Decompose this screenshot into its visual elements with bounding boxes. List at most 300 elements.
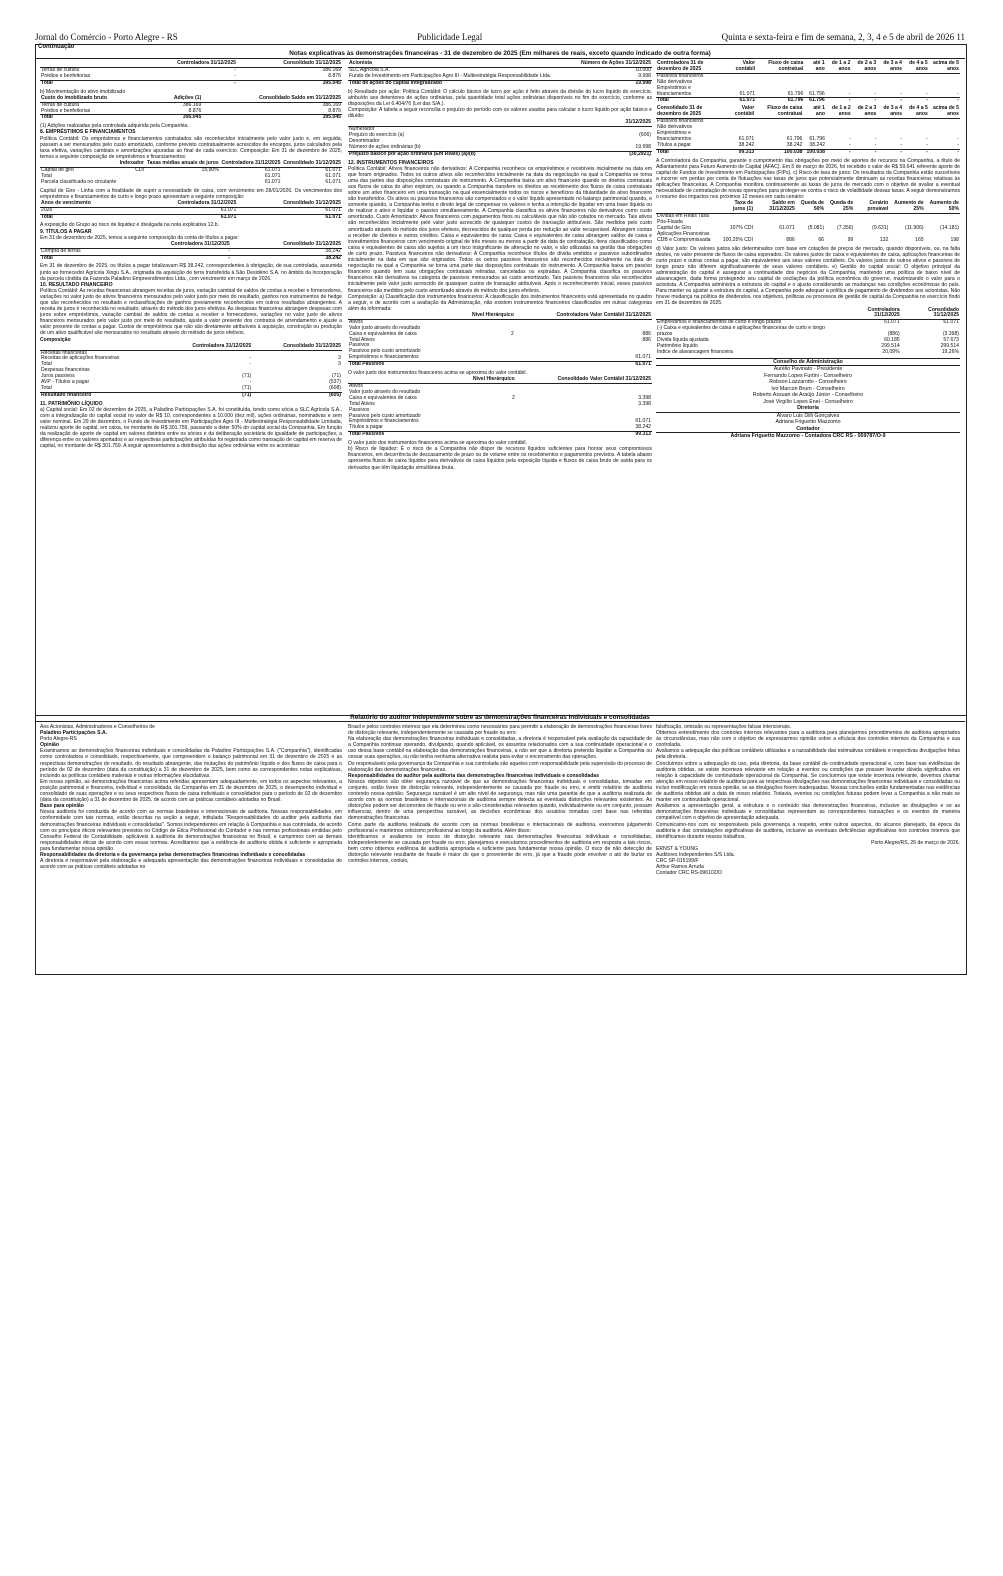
note-table [40,201,342,221]
audit-subheading: Base para opinião [40,803,84,810]
board-title: Conselho de Administração [656,359,960,367]
table-cell: 3 [338,355,341,362]
table-cell: 61.796 [787,90,804,97]
audit-paragraph: Contador CRC RS-096102/O [656,870,722,877]
table-header-cell: Controladora Valor Contábil 31/12/2025 [515,313,652,319]
table-cell: 38.242 [231,255,342,261]
table-row [40,214,342,220]
note-paragraph: Composição: A tabela a seguir reconcilia o prejuízo do período com os valores usados para calcular o lucro líquido por ação básico e diluído: [348,106,652,119]
table-cell: 886 [642,330,651,337]
table-cell: (71) [242,385,252,391]
table-header-cell: Controladora 31/12/2025 [840,308,900,320]
table-cell: 8.876 [328,72,341,79]
note-table [348,377,652,438]
table-cell: 3 [338,361,341,368]
table-cell: 38.242 [809,141,825,148]
table-cell: 38.242 [786,141,803,148]
table-header-cell: acima de 5 anos [929,106,960,118]
table-cell: - [929,98,960,104]
table-cell: - [957,90,959,97]
table-cell: Caixa e equivalentes de caixa [349,330,417,337]
table-cell: 386.169 [182,101,202,108]
table-cell: Total Ativos [349,400,375,407]
table-cell: 61.071 [264,172,281,179]
table-header-cell: Consolidado Saldo em 31/12/2025 [202,96,342,102]
table-cell: - [900,141,903,148]
table-cell: 395.045 [202,115,342,121]
table-header-cell: Queda de 50% [796,201,825,213]
table-cell: Prédios e benfeitorias [41,72,91,79]
table-cell: (537) [329,379,341,386]
issue-date: Quinta e sexta-feira e fim de semana, 2, 3, 4 e 5 de abril de 2026 11 [721,32,965,42]
note-paragraph: A Controladora da Companhia, garante o cumprimento das obrigações por meio de aportes de recursos na Companhia, a título de Adiantamento para Futuro Aumento de Capital (AFAC). Em 5 de março de 2026, foi recebido o valor de R$ 59.641 referente aporte de capital de Fundos de Investimento em Participações (FIPs). c) Risco de taxa de juros: Os resultados da Companhia estão suscetíveis a incorrer em perdas por conta de flutuações nas taxas de juros que potencialmente diminuam as receitas financeiras relativas às aplicações financeiras. A Companhia monitora continuamente as taxas de juros de mercado com o objetivo de avaliar a eventual necessidade de contratação de novas operações para proteger-se contra o risco de volatilidade dessas taxas. A seguir demonstramos o resumo dos impactos nos próximos 12 meses em cada cenário: [656,157,960,201]
audit-paragraph: Identificamos e avaliamos os riscos de distorção relevante nas demonstrações financeiras individuais e consolidadas, independentemente se causada por fraude ou erro, planejamos e executamos procedimentos de auditoria em resposta a tais riscos, bem como obtemos evidência de auditoria apropriada e suficiente para fundamentar nossa opinião. O risco de não detecção de distorção relevante resultante de fraude é maior do que o proveniente de erro, já que a fraude pode envolver o ato de burlar os controles internos, conluio, [348,833,652,865]
note-paragraph: d) Valor justo: Os valores justos são determinados com base em cotações de preços de mercado, quando disponíveis, ou, na falta destes, no valor presente de fluxos de caixa esperados. Os valores justos de caixa e equivalentes de caixa, aplicações financeiras de curto prazo e outras contas a pagar, são equivalentes aos seus valores contábeis. Os valores justos de outros ativos e passivos de longo prazo não diferem significativamente de seus valores contábeis. e) Gestão do capital social: O objetivo principal da administração do capital é assegurar a continuidade dos negócios da Companhia, mantendo uma política de baixo nível de alavancagem, dada forma protegendo seu capital de oscilações da política econômica do governo, maximizando o valor para o acionista. A Companhia administra a estrutura do capital e o ajusta considerando as mudanças nas condições econômicas do país. Para manter ou ajustar a estrutura do capital, a Companhia pode adequar a política de pagamento de dividendos aos acionistas. Não houve mudança na política de dividendos, nos objetivos, políticas ou processos de gestão de capital da Companhia no exercício findo em 31 de dezembro de 2025. [656,245,960,307]
note-paragraph: b) Resultado por ação: Política Contábil: O cálculo básico de lucro por ação é feito através da divisão do lucro líquido do exercício, atribuído aos detentores de ações ordinárias, pela quantidade total ações ordinárias disponíveis no fim do exercício, conforme as disposições da Lei 6.404/76 (Lei das S/A.). [348,88,652,107]
table-cell: Total Passivos [348,432,453,438]
table-row [348,151,652,157]
table-cell: Parcela classificada no circulante [41,178,117,185]
audit-paragraph: Em nossa opinião, as demonstrações financeiras acima referidas apresentam adequadamente, em todos os aspectos relevantes, a posição patrimonial e financeira, individual e consolidada, da Companhia em 31 de dezembro de 2025, o desempenho individual e consolidado de suas operações e os seus respectivos fluxos de caixa individuais e consolidados para o período de 02 de dezembro (data da constituição) a 31 de dezembro de 2025, de acordo com as práticas contábeis adotadas no Brasil. [40,778,342,804]
table-header-cell: Consolidado 31/12/2025 [237,201,342,207]
table-cell: - [130,80,237,86]
table-cell: Juros passivos [41,373,75,380]
table-header-cell: Custo do imobilizado bruto [40,96,153,102]
table-cell: - [874,90,877,97]
note-table [656,61,960,104]
note-table [40,61,342,87]
note-paragraph: Capital de Giro - Linha com a finalidade de suprir a necessidade de caixa, com vencimento em 28/01/2026. Os vencimentos dos empréstimos e financiamentos de curto e longo prazo apresentam a seguinte composição: [40,187,342,200]
table-cell: 61.071 [726,98,756,104]
table-cell [453,362,515,368]
table-cell: - [234,66,236,73]
table-cell: 61.071 [738,135,755,142]
table-cell: 299.514 [881,342,900,349]
note-paragraph: O valor justo dos instrumentos financeiros acima se aproxima do valor contábil. [348,440,527,447]
audit-subheading: Responsabilidades do auditor pela auditoria das demonstrações financeiras individuais e consolidadas [348,772,600,779]
table-cell: Total [40,80,130,86]
table-row [348,80,652,86]
note-table [40,242,342,262]
table-cell: Ativos [349,383,363,390]
table-cell: (11.906) [905,224,924,231]
table-cell: Capital de giro [41,166,74,173]
table-cell: Receitas financeiras [41,349,87,356]
table-cell: (7.356) [837,224,854,231]
table-header-cell: Número de Ações 31/12/2025 [573,61,652,67]
table-cell: 61.071 [739,90,756,97]
table-cell: SLC Agrícola S.A. [349,66,390,73]
table-header-cell: de 2 a 3 anos [851,61,877,73]
table-cell: (3.398) [942,331,959,338]
audit-paragraph: Nossos objetivos são obter segurança razoável de que as demonstrações financeiras individuais e consolidadas, tomadas em conjunto, estão livres de distorção relevante, independentemente se causada por fraude ou erro, e emitir relatório de auditoria contendo nossa opinião. Segurança razoável é um alto nível de segurança, mas não uma garantia de que a auditoria realizada de acordo com as normas brasileiras e internacionais de auditoria sempre detecta as eventuais distorções relevantes existentes. As distorções podem ser decorrentes de fraude ou erro e são consideradas relevantes quando, individualmente ou em conjunto, possam influenciar, dentro de uma perspectiva razoável, as decisões econômicas dos usuários tomadas com base nas referidas demonstrações financeiras. [348,778,652,822]
table-cell: 57.673 [943,337,959,344]
table-cell: 2 [511,330,514,337]
accountant-name: Adriana Friguetto Mazzomo - Contadora CRC RS - 059787/O-9 [730,433,886,440]
table-cell [118,180,145,186]
note-table [40,344,342,399]
table-cell: Total [41,385,52,391]
table-cell: - [874,135,877,142]
note-table [348,120,652,157]
note-heading: 12. INSTRUMENTOS FINANCEIROS [348,159,434,166]
table-header-cell: Controladora 31/12/2025 [130,61,237,67]
audit-subheading: Paladino Participações S.A. [40,730,108,737]
table-cell: 3.398 [638,400,651,407]
table-cell: 99.313 [726,149,756,155]
table-cell: 132 [879,236,889,243]
note-table [656,106,960,155]
table-cell: Despesas financeiras [41,367,90,374]
table-cell: 99.313 [516,432,652,438]
audit-paragraph: Comunicamo-nos com os responsáveis pela governança a respeito, entre outros aspectos, do alcance planejado, da época da auditoria e das constatações significativas de auditoria, inclusive as eventuais deficiências significativas nos controles internos que identificamos durante nossos trabalhos. [656,821,960,840]
table-cell: (30,2921) [598,151,652,157]
table-cell: - [903,98,929,104]
board-member: Ivo Marcon Brum - Conselheiro [771,385,845,392]
auditor-report-title: Relatório do auditor independente sobre as demonstrações financeiras individuais e consolidadas [35,714,965,722]
table-cell: (886) [887,331,900,338]
director-name: Álvaro Luis Dilli Gonçalves [776,412,840,419]
table-header-cell: de 3 a 4 anos [877,61,903,73]
table-row [348,362,652,368]
table-cell: Empréstimos e financiamentos de curto e longo prazos [657,319,782,326]
note-table [656,308,960,356]
auditor-column-2 [348,724,652,864]
table-cell: 3.398 [638,394,651,401]
table-header-cell: Acionista [348,61,573,67]
table-header-cell: Controladora 31 de dezembro de 2025 [656,61,726,73]
audit-paragraph: Na elaboração das demonstrações financeiras individuais e consolidadas, a diretoria é responsável pela avaliação da capacidade de a Companhia continuar operando, divulgando, quando aplicável, os assuntos relacionados com a sua continuidade operacional e o uso dessa base contábil na elaboração das demonstrações financeiras, a não ser que a diretoria pretenda liquidar a Companhia ou cessar suas operações, ou não tenha nenhuma alternativa realista para evitar o encerramento das operações. [348,736,652,761]
table-header-cell: Consolidado 31/12/2025 [237,61,342,67]
table-cell: 61.071 [884,319,900,326]
note-table [40,96,342,122]
table-cell: 61.071 [943,319,959,326]
table-cell: Passivos pelo custo amortizado [349,348,421,355]
table-cell: (5.081) [807,224,825,231]
table-header-cell: Nível Hierárquico [453,313,515,319]
table-header-cell: Fluxo de caixa contratual [755,106,803,118]
table-header-cell: Nível Hierárquico [453,377,516,383]
audit-paragraph: Brasil e pelos controles internos que ela determinou como necessários para permitir a elaboração de demonstrações financeiras livres de distorção relevante, independentemente se causada por fraude ou erro. [348,724,652,737]
note-table [40,161,342,186]
table-cell: 2 [511,394,515,401]
table-header-cell: acima de 5 anos [929,61,960,73]
table-header-cell: Controladora 31/12/2025 [161,344,252,350]
table-cell: - [877,98,903,104]
table-cell: Passivos pelo custo amortizado [349,412,421,419]
table-header-cell [656,201,720,213]
table-cell: Terras de cultura [41,101,79,108]
table-cell: Passivos [349,406,370,413]
table-cell: - [903,149,929,155]
notes-title: Notas explicativas às demonstrações financeiras - 31 de dezembro de 2025 (Em milhares de reais, exceto quando indicado de outra forma) [35,50,965,59]
table-cell: Valor justo através do resultado [349,388,421,395]
table-cell: - [926,90,928,97]
table-cell: - [234,72,236,79]
note-paragraph: Política Contábil: Os empréstimos e financiamentos contratados são reconhecidos inicialmente pelo valor justo e, em seguida, passam a ser mensurados pelo custo amortizado, conforme previsto contratualmente acrescidos de encargos, juros calculados pela taxa efetiva, variações cambiais e amortizações apuradas ao final de cada exercício. Composição: Em 31 de dezembro de 2025, temos a seguinte composição de empréstimos e financiamentos: [40,135,342,160]
table-cell: 61.071 [779,224,795,231]
audit-paragraph: Aos Acionistas, Administradores e Conselheiros de [40,724,155,730]
table-header-cell: Taxa de juros (1) [720,201,754,213]
table-cell: - [874,141,877,148]
note-paragraph: Composição: a) Classificação dos instrumentos financeiros: A classificação dos instrumentos financeiros está apresentada no quadro a seguir, e de acordo com a avaliação da Administração, não existem instrumentos financeiros classificados em outras categorias além da informada: [348,293,652,312]
table-header-cell: de 4 a 5 anos [903,61,929,73]
table-cell: Títulos a pagar [657,141,691,148]
table-row [40,207,342,214]
audit-paragraph: Auditores Independentes S/S Ltda. [656,851,736,858]
table-cell: - [852,149,878,155]
table-cell: Total Passivos [348,362,453,368]
table-cell: Valor justo através do resultado [349,324,421,331]
section-name: Publicidade Legal [417,32,483,42]
table-cell: - [926,135,928,142]
table-cell: - [228,247,230,254]
note-heading: 9. TÍTULOS A PAGAR [40,228,92,235]
table-cell: Terras de cultura [41,66,79,73]
table-row [656,98,960,104]
note-paragraph: O valor justo dos instrumentos financeiros acima se aproxima do valor contábil. [348,370,527,377]
audit-subheading: Opinião [40,742,59,749]
table-cell: 299.514 [940,342,959,349]
auditor-column-3 [656,724,960,876]
directors-title: Diretoria [656,405,960,413]
table-header-cell: Indexador [119,159,144,166]
table-cell: - [848,90,851,97]
table-cell: Passivos [349,342,370,349]
table-header-cell: Controladora 31/12/2025 [117,242,230,248]
table-header-cell: Cenário provável [854,201,889,213]
table-cell: Denominador [349,137,380,144]
table-cell: 10.000 [635,66,651,73]
table-cell: 61.796 [786,135,803,142]
table-header-cell: Controladora 31/12/2025 [221,159,281,166]
table-cell: 20,09% [882,348,900,355]
table-cell: Dívidas em Reais Taxa Pós-Fixada [657,213,709,225]
table-cell: Não derivativos [657,78,693,85]
notes-column-1 [40,60,342,450]
table-cell: CDI [135,166,144,173]
audit-paragraph: Avaliamos a adequação das políticas contábeis utilizadas e a razoabilidade das estimativas contábeis e respectivas divulgações feitas pela diretoria. [656,748,960,761]
table-cell: 61.796 [756,98,804,104]
table-cell: Compra de terras [41,247,81,254]
board-member: Roberto Assuan de Araújo Júnior - Conselheiro [752,392,864,399]
audit-paragraph: Porto Alegre/RS, 26 de março de 2026. [871,839,960,846]
table-cell [453,432,516,438]
table-cell: 100,25% CDI [722,236,754,243]
table-cell: Passivos financeiros [657,72,704,79]
table-header-cell: de 3 a 4 anos [877,106,903,118]
table-header-cell: Consolidado 31/12/2025 [901,308,960,320]
table-row [40,115,342,121]
board-member: José Virgílio Lopes Enei - Conselheiro [763,398,853,405]
notes-column-2 [348,60,652,471]
table-header-cell: Consolidado 31 de dezembro de 2025 [656,106,726,118]
audit-paragraph: Como parte da auditoria realizada de acordo com as normas brasileiras e internacionais de auditoria, exercemos julgamento profissional e mantemos ceticismo profissional ao longo da auditoria. Além disso: [348,821,652,834]
table-cell: Total Ativos [349,336,375,343]
table-cell: Prejuízo básico por ação ordinária (Em Reais) (a)/(b) [348,151,598,157]
note-paragraph: b) Movimentação do ativo imobilizado [40,88,126,95]
note-paragraph: a) Capital social: Em 02 de dezembro de 2025, a Paladino Participações S.A. foi constituída, tendo como sócia a SLC Agrícola S.A., com a integralização do capital social no valor de R$ 10, correspondentes a 10.000 (dez mil), ações ordinárias, nominativas e sem valor nominal. Em 29 de dezembro, o Fundo de Investimento em Participações Agro III - Multiestratégia Responsabilidade Limitada, realizou aporte de capital, em caixa, no montante de R$ 301.759, passando a deter 50% do capital social da Companhia. Em função da realização de aporte de capital em valores distintos entre os sócios e da deliberação societária de igualdade de participações, a diferença entre os valores aportados e as respectivas participações atribuídas foi registrada como transação de capital em reserva de capital, no montante de R$ 301.759. A seguir apresentamos a distribuição das ações ordinárias entre os acionistas: [40,406,342,450]
note-paragraph: Em 31 de dezembro de 2025, temos a seguinte composição da conta de títulos a pagar: [40,234,240,241]
table-cell: 9.998 [638,72,651,79]
table-cell: (608) [329,385,341,391]
table-header-cell: Aumento de 25% [889,201,924,213]
table-cell: CDB e Compromissada [657,236,711,243]
audit-paragraph: Nossa auditoria foi conduzida de acordo com as normas brasileiras e internacionais de auditoria. Nossas responsabilidades, em conformidade com tais normas, estão descritas na seção a seguir, intitulada "Responsabilidades do auditor pela auditoria das demonstrações financeiras individuais e consolidadas". Somos independentes em relação à Companhia e sua controlada, de acordo com os princípios éticos relevantes previstos no Código de Ética Profissional do Contador e nas normas profissionais emitidas pelo Conselho Federal de Contabilidade, aplicáveis à auditoria de demonstrações financeiras no Brasil, e cumprimos com as demais responsabilidades éticas de acordo com essas normas. Acreditamos que a evidência de auditoria obtida é suficiente e apropriada para fundamentar nossa opinião. [40,809,342,852]
table-row [348,432,652,438]
table-cell: Total [656,98,726,104]
note-paragraph: (1) Adições realizadas pela controlada adquirida pela Companhia. [40,123,189,130]
note-heading: 8. EMPRÉSTIMOS E FINANCIAMENTOS [40,129,136,136]
table-header-cell: Adições (1) [153,96,202,102]
table-header-cell: Valor contábil [726,61,756,73]
audit-paragraph: Os responsáveis pela governança da Companhia e sua controlada são aqueles com responsabilidade pela supervisão do processo de elaboração das demonstrações financeiras. [348,760,652,773]
table-cell: Receitas de aplicações financeiras [41,355,120,362]
note-table [348,313,652,368]
table-row [40,180,342,186]
table-cell: 61.071 [325,206,341,213]
table-cell: Empréstimos e financiamentos [657,84,692,97]
table-row [656,86,960,98]
table-cell: Dívida líquida ajustada [657,337,709,344]
table-cell: 19.998 [573,80,652,86]
table-cell: Empréstimos e financiamentos [657,129,692,142]
newspaper-name: Jornal do Comércio - Porto Alegre - RS [35,32,178,42]
table-cell: - [826,98,852,104]
table-cell: Fundo de Investimento em Participações Agro III - Multiestratégia Responsabilidade Ltda. [349,72,552,79]
table-row [656,350,960,356]
audit-paragraph: Porto Alegre-RS [40,736,77,743]
signature-block [656,358,960,440]
table-header-cell: Aumento de 50% [925,201,960,213]
table-cell: (71) [242,373,252,380]
table-cell: 61.071 [635,418,651,425]
table-cell: - [957,135,959,142]
board-member: Aurélio Pavinato - Presidente [773,366,843,373]
table-cell: - [249,379,252,386]
table-cell: 386.169 [322,101,341,108]
table-header-cell: Taxas médias anuais de juros [146,159,219,166]
table-cell: 886 [786,236,795,243]
table-cell: Total [40,214,131,220]
audit-paragraph: CRC SP-015199/F [656,858,699,865]
table-header-cell: Saldo em 31/12/2025 [754,201,796,213]
table-cell: Capital de Giro [657,224,691,231]
note-heading: 10. RESULTADO FINANCEIRO [40,281,113,288]
note-paragraph: Em 31 de dezembro de 2025, os títulos a pagar totalizavam R$ 38.242, correspondentes à obrigação, de sua controlada, assumida junto ao fornecedor Agrícola Xingu S.A., originada da aquisição de terra transferida à São Desidério S.A. no âmbito da incorporação da parcela cindida da Fazenda Paladino Empreendimentos Ltda., com vencimento em março de 2026. [40,263,342,282]
table-header-cell: de 4 a 5 anos [903,106,929,118]
table-cell: 38.242 [325,247,341,254]
table-header-cell: até 1 ano [804,61,825,73]
table-cell: 395.045 [237,80,342,86]
table-cell: (606) [639,131,651,138]
table-cell: - [848,135,851,142]
table-cell: - [900,90,903,97]
board-member: Robson Lazzarotto - Conselheiro [769,379,847,386]
table-header-cell [656,308,840,320]
table-cell: Títulos a pagar [349,424,383,431]
table-cell: Resultado financeiro [40,392,161,398]
table-cell: 61.071 [264,166,281,173]
table-header-cell: até 1 ano [803,106,826,118]
table-header-cell: Queda de 25% [825,201,854,213]
table-cell: - [929,149,960,155]
table-header-cell: Consolidado 31/12/2025 [252,344,342,350]
table-header-cell: Consolidado Valor Contábil 31/12/2025 [516,377,652,383]
table-cell: Número de ações ordinárias (b) [349,143,421,150]
table-cell: 61.071 [325,166,341,173]
table-cell: 8.876 [188,107,202,114]
table-cell: - [957,141,959,148]
table-cell: 61.796 [809,135,825,142]
table-cell: Aplicações Financeiras [657,230,710,237]
table-header-cell: Consolidado 31/12/2025 [283,159,341,166]
table-row [656,238,960,244]
table-cell: (71) [331,373,341,380]
table-cell: 61.796 [809,90,825,97]
table-cell: 60.185 [884,337,900,344]
audit-paragraph: Arthur Ramos Arruda [656,864,704,871]
notes-column-3 [656,60,960,440]
table-header-cell: 31/12/2025 [598,120,652,126]
table-cell: 61.071 [635,354,651,361]
table-cell: - [249,355,252,362]
audit-paragraph: falsificação, omissão ou representações falsas intencionais. [656,724,792,730]
audit-paragraph: ERNST & YOUNG [656,845,698,852]
table-cell: 38.242 [738,141,755,148]
table-cell: 386.169 [322,66,341,73]
table-header-cell: de 1 a 2 anos [826,106,852,118]
note-paragraph: Política Contábil: As receitas financeiras abrangem receitas de juros, variação cambial de saldos de contas a receber e fornecedores, variações no valor justo de ativos financeiros mensurados pelo valor justo por meio do resultado, ganhos nos instrumentos de hedge que são reconhecidos no resultado e reclassificações de ganhos previamente reconhecidos em outros resultados abrangentes. A receita de juros é reconhecida no resultado, através do método dos juros efetivos. As despesas financeiras abrangem despesas com juros sobre empréstimos, variação cambial de saldos de contas a receber e fornecedores, variações no valor justo de ativos financeiros mensurados pelo valor justo por meio do resultado, ajuste a valor presente dos contratos de arrendamento e ajuste a valor presente de contas a pagar. Custos de empréstimos que não são diretamente atribuíveis à aquisição, construção ou produção de um ativo qualificável são mensurados no resultado através do método de juros efetivos. [40,287,342,337]
audit-paragraph: Avaliamos a apresentação geral, a estrutura e o conteúdo das demonstrações financeiras, inclusive as divulgações e se as demonstrações financeiras individuais e consolidadas representam as correspondentes transações e os eventos de maneira compatível com o objetivo de apresentação adequada. [656,803,960,822]
table-cell: - [826,149,852,155]
table-cell: Total [41,361,52,368]
note-paragraph: A exposição do Grupo ao risco de liquidez é divulgada na nota explicativa 12.b. [40,222,219,229]
table-cell: Não derivativos [657,124,693,131]
table-cell: 61.796 [804,98,825,104]
table-cell: Empréstimos e financiamentos [349,418,419,425]
table-cell: - [851,98,877,104]
table-cell: (9.631) [872,224,889,231]
table-cell: AVP - Títulos a pagar [41,379,90,386]
table-cell: Prejuízo do exercício (a) [349,131,405,138]
note-table [656,201,960,243]
table-cell: 19,26% [941,348,959,355]
table-row [40,392,342,398]
note-paragraph: Política Contábil: Ativos financeiros não derivativos: A Companhia reconhece os empréstimos e recebíveis inicialmente na data em que foram originados. Todos os outros ativos são reconhecidos inicialmente na data da negociação na qual a Companhia se torna uma das partes das disposições contratuais do instrumento. A Companhia baixa um ativo financeiro quando os direitos contratuais aos fluxos de caixa do ativo expiram, ou quando a Companhia transfere os direitos ao recebimento dos fluxos de caixa contratuais sobre um ativo financeiro em uma transação na qual essencialmente todos os riscos e benefícios da titularidade do ativo financeiro são transferidos. Os ativos ou passivos financeiros são compensados e o valor líquido apresentado no balanço patrimonial quando, e somente quando, a Companhia tenha o direito legal de compensar os valores e tenha a intenção de liquidar em uma base líquida ou de realizar o ativo e liquidar o passivo simultaneamente. A Companhia classifica os ativos financeiros não derivativos como custo amortizado. Custo Amortizado: Ativos financeiros com pagamentos fixos ou calculáveis que não são cotados no mercado. Tais ativos são reconhecidos inicialmente pelo valor justo acrescido de quaisquer custos de transação atribuíveis. São medidos pelo custo amortizado através do método dos juros efetivos, decrescidos de qualquer perda por redução ao valor recuperável. Abrangem contas a receber de clientes e outros créditos. Caixa e equivalentes de caixa: Caixa e equivalentes de caixa abrangem saldos de caixa e investimentos financeiros com vencimento original de três meses ou menos a partir da data de contratação, itens classificados como caixa e equivalentes de caixa são sujeitos a um risco insignificante de alteração no valor, e são utilizadas na gestão das obrigações de curto prazo. Passivos financeiros não derivativos: A Companhia reconhece títulos de dívida emitidos e passivos subordinados inicialmente na data em que são originados. Todos os outros passivos financeiros são reconhecidos inicialmente na data de negociação na qual a Companhia se torna uma parte das disposições contratuais do instrumento. A Companhia baixa um passivo financeiro quando tem suas obrigações contratuais retiradas, canceladas ou expiradas. A Companhia classifica os passivos financeiros não derivativos na categoria de passivos mensurados ao custo amortizado. Tais passivos financeiros são reconhecidos inicialmente pelo valor justo acrescido de quaisquer custos de transação atribuíveis. Após o reconhecimento inicial, esses passivos financeiros são medidos pelo custo amortizado através do método dos juros efetivos. [348,165,652,294]
accountant-title: Contador [656,426,960,434]
table-cell: 15,90% [201,166,219,173]
table-cell: 2026 [41,206,53,213]
table-cell: 61.071 [325,172,341,179]
table-cell: 61.071 [515,362,652,368]
note-heading: 11. PATRIMÔNIO LÍQUIDO [40,400,103,407]
table-cell: 99 [847,236,854,243]
director-name: Adriana Friguetto Mazzomo [775,419,841,426]
audit-paragraph: Obtemos entendimento dos controles internos relevantes para a auditoria para planejarmos procedimentos de auditoria apropriados às circunstâncias, mas não com o objetivo de expressarmos opinião sobre a eficácia dos controles internos da Companhia e sua controlada. [656,730,960,749]
table-cell [145,180,220,186]
table-cell: 61.071 [325,178,341,185]
table-cell: - [249,361,252,368]
auditor-column-1 [40,724,342,870]
table-cell: 107% CDI [729,224,754,231]
table-header-cell: de 2 a 3 anos [852,106,878,118]
table-cell: (71) [161,392,252,398]
table-cell: Passivos financeiros [657,118,704,125]
board-member: Fernando Lopes Furtini - Conselheiro [764,372,852,379]
table-row [40,248,342,255]
table-cell: - [877,149,903,155]
